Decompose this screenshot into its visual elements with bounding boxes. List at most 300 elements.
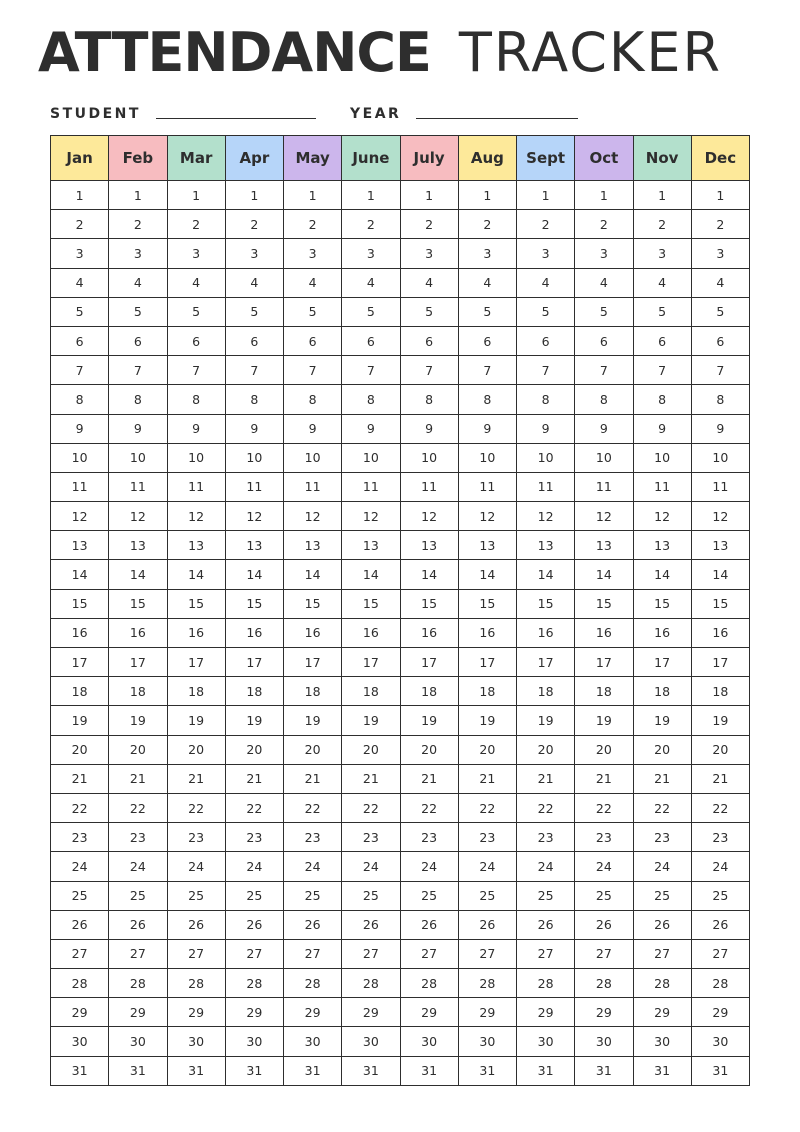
day-cell[interactable]: 14 (284, 560, 342, 589)
day-cell[interactable]: 14 (167, 560, 225, 589)
day-cell[interactable]: 9 (633, 414, 691, 443)
day-cell[interactable]: 8 (167, 385, 225, 414)
day-cell[interactable]: 17 (575, 648, 633, 677)
day-cell[interactable]: 6 (400, 326, 458, 355)
day-cell[interactable]: 16 (167, 618, 225, 647)
day-cell[interactable]: 23 (167, 823, 225, 852)
day-cell[interactable]: 26 (691, 910, 749, 939)
day-cell[interactable]: 19 (517, 706, 575, 735)
day-cell[interactable]: 26 (517, 910, 575, 939)
day-cell[interactable]: 9 (458, 414, 516, 443)
day-cell[interactable]: 1 (51, 181, 109, 210)
day-cell[interactable]: 26 (284, 910, 342, 939)
day-cell[interactable]: 29 (633, 998, 691, 1027)
day-cell[interactable]: 1 (109, 181, 167, 210)
day-cell[interactable]: 17 (633, 648, 691, 677)
day-cell[interactable]: 30 (400, 1027, 458, 1056)
day-cell[interactable]: 6 (284, 326, 342, 355)
day-cell[interactable]: 5 (109, 297, 167, 326)
day-cell[interactable]: 13 (225, 531, 283, 560)
day-cell[interactable]: 24 (109, 852, 167, 881)
day-cell[interactable]: 1 (400, 181, 458, 210)
day-cell[interactable]: 29 (109, 998, 167, 1027)
day-cell[interactable]: 30 (342, 1027, 400, 1056)
day-cell[interactable]: 27 (633, 939, 691, 968)
day-cell[interactable]: 10 (342, 443, 400, 472)
day-cell[interactable]: 27 (517, 939, 575, 968)
day-cell[interactable]: 17 (167, 648, 225, 677)
day-cell[interactable]: 2 (109, 210, 167, 239)
day-cell[interactable]: 28 (400, 969, 458, 998)
day-cell[interactable]: 24 (167, 852, 225, 881)
day-cell[interactable]: 7 (633, 356, 691, 385)
day-cell[interactable]: 31 (458, 1056, 516, 1085)
day-cell[interactable]: 14 (342, 560, 400, 589)
day-cell[interactable]: 29 (400, 998, 458, 1027)
day-cell[interactable]: 29 (458, 998, 516, 1027)
day-cell[interactable]: 21 (225, 764, 283, 793)
day-cell[interactable]: 5 (633, 297, 691, 326)
day-cell[interactable]: 24 (691, 852, 749, 881)
day-cell[interactable]: 19 (225, 706, 283, 735)
day-cell[interactable]: 5 (342, 297, 400, 326)
day-cell[interactable]: 2 (633, 210, 691, 239)
day-cell[interactable]: 11 (400, 472, 458, 501)
day-cell[interactable]: 29 (517, 998, 575, 1027)
day-cell[interactable]: 8 (575, 385, 633, 414)
day-cell[interactable]: 14 (225, 560, 283, 589)
day-cell[interactable]: 22 (51, 793, 109, 822)
student-field-line[interactable] (156, 118, 316, 119)
day-cell[interactable]: 16 (284, 618, 342, 647)
day-cell[interactable]: 26 (225, 910, 283, 939)
day-cell[interactable]: 2 (400, 210, 458, 239)
day-cell[interactable]: 7 (342, 356, 400, 385)
day-cell[interactable]: 31 (691, 1056, 749, 1085)
day-cell[interactable]: 15 (51, 589, 109, 618)
day-cell[interactable]: 2 (225, 210, 283, 239)
day-cell[interactable]: 13 (458, 531, 516, 560)
day-cell[interactable]: 14 (633, 560, 691, 589)
day-cell[interactable]: 12 (225, 502, 283, 531)
day-cell[interactable]: 23 (51, 823, 109, 852)
day-cell[interactable]: 23 (109, 823, 167, 852)
day-cell[interactable]: 4 (51, 268, 109, 297)
day-cell[interactable]: 28 (109, 969, 167, 998)
day-cell[interactable]: 31 (342, 1056, 400, 1085)
day-cell[interactable]: 8 (691, 385, 749, 414)
day-cell[interactable]: 24 (225, 852, 283, 881)
day-cell[interactable]: 26 (400, 910, 458, 939)
day-cell[interactable]: 2 (342, 210, 400, 239)
day-cell[interactable]: 3 (342, 239, 400, 268)
day-cell[interactable]: 12 (342, 502, 400, 531)
day-cell[interactable]: 12 (51, 502, 109, 531)
day-cell[interactable]: 31 (109, 1056, 167, 1085)
day-cell[interactable]: 14 (458, 560, 516, 589)
day-cell[interactable]: 28 (284, 969, 342, 998)
day-cell[interactable]: 19 (51, 706, 109, 735)
day-cell[interactable]: 1 (342, 181, 400, 210)
day-cell[interactable]: 5 (517, 297, 575, 326)
day-cell[interactable]: 20 (575, 735, 633, 764)
day-cell[interactable]: 24 (51, 852, 109, 881)
day-cell[interactable]: 8 (342, 385, 400, 414)
day-cell[interactable]: 23 (342, 823, 400, 852)
day-cell[interactable]: 16 (342, 618, 400, 647)
day-cell[interactable]: 21 (691, 764, 749, 793)
day-cell[interactable]: 10 (575, 443, 633, 472)
day-cell[interactable]: 27 (109, 939, 167, 968)
day-cell[interactable]: 7 (691, 356, 749, 385)
day-cell[interactable]: 22 (691, 793, 749, 822)
day-cell[interactable]: 25 (167, 881, 225, 910)
day-cell[interactable]: 11 (225, 472, 283, 501)
day-cell[interactable]: 13 (51, 531, 109, 560)
day-cell[interactable]: 31 (400, 1056, 458, 1085)
day-cell[interactable]: 12 (284, 502, 342, 531)
day-cell[interactable]: 28 (51, 969, 109, 998)
day-cell[interactable]: 18 (109, 677, 167, 706)
day-cell[interactable]: 6 (167, 326, 225, 355)
day-cell[interactable]: 28 (225, 969, 283, 998)
day-cell[interactable]: 26 (51, 910, 109, 939)
day-cell[interactable]: 16 (517, 618, 575, 647)
day-cell[interactable]: 12 (167, 502, 225, 531)
day-cell[interactable]: 12 (575, 502, 633, 531)
day-cell[interactable]: 22 (109, 793, 167, 822)
day-cell[interactable]: 3 (400, 239, 458, 268)
day-cell[interactable]: 6 (109, 326, 167, 355)
day-cell[interactable]: 30 (109, 1027, 167, 1056)
day-cell[interactable]: 3 (575, 239, 633, 268)
day-cell[interactable]: 19 (284, 706, 342, 735)
day-cell[interactable]: 20 (51, 735, 109, 764)
day-cell[interactable]: 4 (400, 268, 458, 297)
day-cell[interactable]: 27 (342, 939, 400, 968)
day-cell[interactable]: 9 (575, 414, 633, 443)
day-cell[interactable]: 11 (691, 472, 749, 501)
day-cell[interactable]: 6 (517, 326, 575, 355)
day-cell[interactable]: 13 (109, 531, 167, 560)
day-cell[interactable]: 29 (225, 998, 283, 1027)
day-cell[interactable]: 14 (517, 560, 575, 589)
day-cell[interactable]: 7 (109, 356, 167, 385)
day-cell[interactable]: 3 (109, 239, 167, 268)
day-cell[interactable]: 31 (284, 1056, 342, 1085)
day-cell[interactable]: 3 (284, 239, 342, 268)
day-cell[interactable]: 28 (342, 969, 400, 998)
day-cell[interactable]: 29 (691, 998, 749, 1027)
day-cell[interactable]: 25 (51, 881, 109, 910)
day-cell[interactable]: 25 (575, 881, 633, 910)
day-cell[interactable]: 14 (575, 560, 633, 589)
day-cell[interactable]: 22 (284, 793, 342, 822)
day-cell[interactable]: 2 (517, 210, 575, 239)
day-cell[interactable]: 25 (284, 881, 342, 910)
day-cell[interactable]: 6 (575, 326, 633, 355)
day-cell[interactable]: 31 (51, 1056, 109, 1085)
day-cell[interactable]: 5 (225, 297, 283, 326)
day-cell[interactable]: 22 (167, 793, 225, 822)
day-cell[interactable]: 10 (225, 443, 283, 472)
day-cell[interactable]: 18 (225, 677, 283, 706)
day-cell[interactable]: 11 (633, 472, 691, 501)
day-cell[interactable]: 18 (575, 677, 633, 706)
day-cell[interactable]: 21 (633, 764, 691, 793)
day-cell[interactable]: 15 (342, 589, 400, 618)
day-cell[interactable]: 17 (691, 648, 749, 677)
day-cell[interactable]: 7 (458, 356, 516, 385)
day-cell[interactable]: 26 (109, 910, 167, 939)
day-cell[interactable]: 26 (458, 910, 516, 939)
day-cell[interactable]: 13 (284, 531, 342, 560)
day-cell[interactable]: 21 (517, 764, 575, 793)
day-cell[interactable]: 16 (225, 618, 283, 647)
day-cell[interactable]: 8 (458, 385, 516, 414)
day-cell[interactable]: 6 (691, 326, 749, 355)
day-cell[interactable]: 30 (691, 1027, 749, 1056)
day-cell[interactable]: 4 (342, 268, 400, 297)
day-cell[interactable]: 19 (575, 706, 633, 735)
day-cell[interactable]: 7 (400, 356, 458, 385)
day-cell[interactable]: 11 (109, 472, 167, 501)
day-cell[interactable]: 12 (517, 502, 575, 531)
day-cell[interactable]: 20 (342, 735, 400, 764)
day-cell[interactable]: 30 (517, 1027, 575, 1056)
day-cell[interactable]: 13 (691, 531, 749, 560)
day-cell[interactable]: 10 (458, 443, 516, 472)
day-cell[interactable]: 6 (51, 326, 109, 355)
day-cell[interactable]: 1 (284, 181, 342, 210)
day-cell[interactable]: 31 (517, 1056, 575, 1085)
day-cell[interactable]: 18 (517, 677, 575, 706)
day-cell[interactable]: 25 (633, 881, 691, 910)
day-cell[interactable]: 5 (400, 297, 458, 326)
day-cell[interactable]: 26 (167, 910, 225, 939)
day-cell[interactable]: 4 (284, 268, 342, 297)
day-cell[interactable]: 24 (517, 852, 575, 881)
day-cell[interactable]: 3 (517, 239, 575, 268)
day-cell[interactable]: 27 (51, 939, 109, 968)
day-cell[interactable]: 24 (575, 852, 633, 881)
day-cell[interactable]: 7 (51, 356, 109, 385)
day-cell[interactable]: 30 (167, 1027, 225, 1056)
day-cell[interactable]: 29 (167, 998, 225, 1027)
day-cell[interactable]: 8 (284, 385, 342, 414)
day-cell[interactable]: 7 (575, 356, 633, 385)
day-cell[interactable]: 1 (575, 181, 633, 210)
day-cell[interactable]: 9 (284, 414, 342, 443)
day-cell[interactable]: 15 (167, 589, 225, 618)
day-cell[interactable]: 21 (458, 764, 516, 793)
day-cell[interactable]: 12 (400, 502, 458, 531)
day-cell[interactable]: 29 (51, 998, 109, 1027)
day-cell[interactable]: 21 (400, 764, 458, 793)
day-cell[interactable]: 27 (167, 939, 225, 968)
day-cell[interactable]: 17 (225, 648, 283, 677)
day-cell[interactable]: 12 (691, 502, 749, 531)
day-cell[interactable]: 10 (517, 443, 575, 472)
day-cell[interactable]: 13 (633, 531, 691, 560)
day-cell[interactable]: 30 (225, 1027, 283, 1056)
day-cell[interactable]: 20 (225, 735, 283, 764)
day-cell[interactable]: 5 (691, 297, 749, 326)
day-cell[interactable]: 18 (633, 677, 691, 706)
day-cell[interactable]: 19 (342, 706, 400, 735)
day-cell[interactable]: 22 (575, 793, 633, 822)
day-cell[interactable]: 6 (458, 326, 516, 355)
day-cell[interactable]: 23 (284, 823, 342, 852)
day-cell[interactable]: 25 (109, 881, 167, 910)
day-cell[interactable]: 4 (517, 268, 575, 297)
day-cell[interactable]: 18 (458, 677, 516, 706)
day-cell[interactable]: 9 (691, 414, 749, 443)
day-cell[interactable]: 15 (691, 589, 749, 618)
day-cell[interactable]: 27 (458, 939, 516, 968)
day-cell[interactable]: 11 (342, 472, 400, 501)
day-cell[interactable]: 28 (691, 969, 749, 998)
day-cell[interactable]: 28 (633, 969, 691, 998)
day-cell[interactable]: 21 (342, 764, 400, 793)
day-cell[interactable]: 16 (633, 618, 691, 647)
day-cell[interactable]: 30 (51, 1027, 109, 1056)
day-cell[interactable]: 30 (458, 1027, 516, 1056)
day-cell[interactable]: 22 (633, 793, 691, 822)
day-cell[interactable]: 19 (691, 706, 749, 735)
day-cell[interactable]: 11 (517, 472, 575, 501)
day-cell[interactable]: 15 (458, 589, 516, 618)
day-cell[interactable]: 20 (517, 735, 575, 764)
day-cell[interactable]: 29 (575, 998, 633, 1027)
day-cell[interactable]: 28 (575, 969, 633, 998)
day-cell[interactable]: 14 (400, 560, 458, 589)
day-cell[interactable]: 29 (284, 998, 342, 1027)
day-cell[interactable]: 20 (167, 735, 225, 764)
day-cell[interactable]: 1 (633, 181, 691, 210)
day-cell[interactable]: 15 (633, 589, 691, 618)
day-cell[interactable]: 16 (109, 618, 167, 647)
day-cell[interactable]: 3 (633, 239, 691, 268)
day-cell[interactable]: 18 (342, 677, 400, 706)
day-cell[interactable]: 20 (400, 735, 458, 764)
day-cell[interactable]: 22 (342, 793, 400, 822)
day-cell[interactable]: 19 (458, 706, 516, 735)
day-cell[interactable]: 12 (109, 502, 167, 531)
day-cell[interactable]: 11 (51, 472, 109, 501)
day-cell[interactable]: 14 (51, 560, 109, 589)
day-cell[interactable]: 8 (225, 385, 283, 414)
day-cell[interactable]: 4 (633, 268, 691, 297)
day-cell[interactable]: 31 (633, 1056, 691, 1085)
day-cell[interactable]: 10 (109, 443, 167, 472)
day-cell[interactable]: 26 (575, 910, 633, 939)
day-cell[interactable]: 31 (575, 1056, 633, 1085)
day-cell[interactable]: 10 (284, 443, 342, 472)
day-cell[interactable]: 4 (225, 268, 283, 297)
day-cell[interactable]: 31 (225, 1056, 283, 1085)
day-cell[interactable]: 23 (400, 823, 458, 852)
day-cell[interactable]: 7 (517, 356, 575, 385)
day-cell[interactable]: 8 (400, 385, 458, 414)
day-cell[interactable]: 9 (109, 414, 167, 443)
day-cell[interactable]: 18 (691, 677, 749, 706)
day-cell[interactable]: 17 (517, 648, 575, 677)
day-cell[interactable]: 2 (51, 210, 109, 239)
day-cell[interactable]: 14 (691, 560, 749, 589)
day-cell[interactable]: 13 (517, 531, 575, 560)
day-cell[interactable]: 19 (400, 706, 458, 735)
day-cell[interactable]: 21 (575, 764, 633, 793)
day-cell[interactable]: 3 (167, 239, 225, 268)
day-cell[interactable]: 17 (109, 648, 167, 677)
day-cell[interactable]: 25 (400, 881, 458, 910)
day-cell[interactable]: 20 (109, 735, 167, 764)
day-cell[interactable]: 20 (633, 735, 691, 764)
day-cell[interactable]: 11 (458, 472, 516, 501)
day-cell[interactable]: 30 (575, 1027, 633, 1056)
day-cell[interactable]: 15 (517, 589, 575, 618)
day-cell[interactable]: 19 (109, 706, 167, 735)
day-cell[interactable]: 8 (633, 385, 691, 414)
day-cell[interactable]: 13 (342, 531, 400, 560)
day-cell[interactable]: 5 (458, 297, 516, 326)
day-cell[interactable]: 5 (51, 297, 109, 326)
day-cell[interactable]: 6 (342, 326, 400, 355)
day-cell[interactable]: 1 (458, 181, 516, 210)
day-cell[interactable]: 11 (575, 472, 633, 501)
day-cell[interactable]: 12 (633, 502, 691, 531)
day-cell[interactable]: 29 (342, 998, 400, 1027)
day-cell[interactable]: 16 (458, 618, 516, 647)
day-cell[interactable]: 27 (400, 939, 458, 968)
day-cell[interactable]: 10 (51, 443, 109, 472)
day-cell[interactable]: 27 (225, 939, 283, 968)
day-cell[interactable]: 16 (51, 618, 109, 647)
day-cell[interactable]: 17 (458, 648, 516, 677)
day-cell[interactable]: 30 (633, 1027, 691, 1056)
day-cell[interactable]: 22 (400, 793, 458, 822)
day-cell[interactable]: 18 (51, 677, 109, 706)
day-cell[interactable]: 4 (109, 268, 167, 297)
day-cell[interactable]: 2 (167, 210, 225, 239)
day-cell[interactable]: 18 (284, 677, 342, 706)
day-cell[interactable]: 2 (575, 210, 633, 239)
day-cell[interactable]: 25 (691, 881, 749, 910)
day-cell[interactable]: 9 (225, 414, 283, 443)
day-cell[interactable]: 28 (458, 969, 516, 998)
day-cell[interactable]: 1 (167, 181, 225, 210)
day-cell[interactable]: 3 (458, 239, 516, 268)
day-cell[interactable]: 25 (225, 881, 283, 910)
day-cell[interactable]: 4 (575, 268, 633, 297)
day-cell[interactable]: 17 (284, 648, 342, 677)
day-cell[interactable]: 25 (458, 881, 516, 910)
day-cell[interactable]: 15 (400, 589, 458, 618)
day-cell[interactable]: 11 (284, 472, 342, 501)
day-cell[interactable]: 24 (400, 852, 458, 881)
day-cell[interactable]: 21 (167, 764, 225, 793)
day-cell[interactable]: 23 (633, 823, 691, 852)
day-cell[interactable]: 3 (51, 239, 109, 268)
day-cell[interactable]: 4 (691, 268, 749, 297)
day-cell[interactable]: 7 (225, 356, 283, 385)
day-cell[interactable]: 25 (342, 881, 400, 910)
day-cell[interactable]: 4 (167, 268, 225, 297)
day-cell[interactable]: 24 (633, 852, 691, 881)
day-cell[interactable]: 10 (167, 443, 225, 472)
day-cell[interactable]: 28 (167, 969, 225, 998)
